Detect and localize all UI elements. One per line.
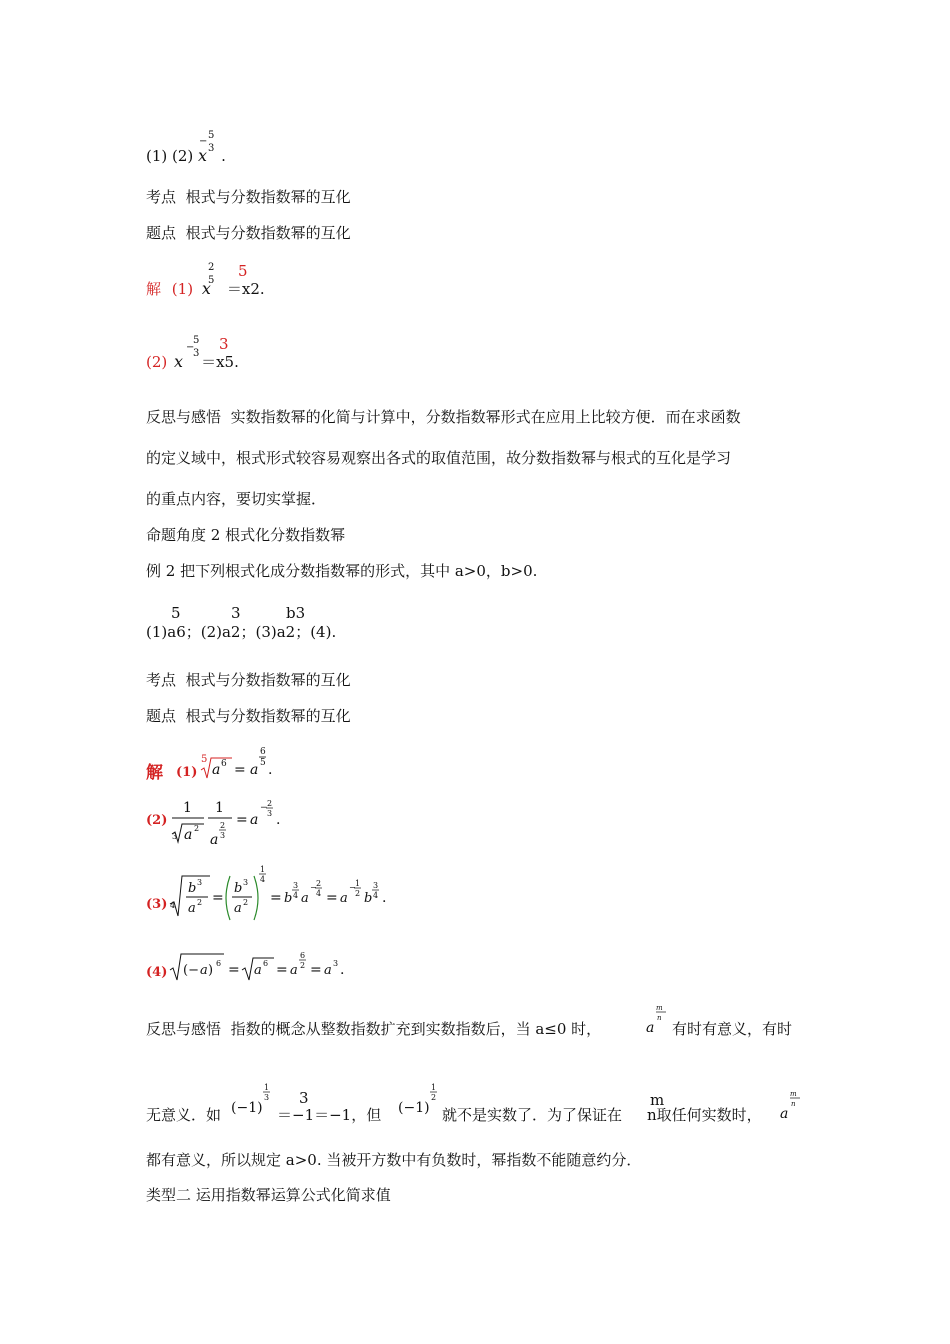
- fraction-m: m: [650, 1091, 665, 1109]
- svg-text:2: 2: [355, 889, 361, 898]
- svg-text:6: 6: [263, 959, 269, 968]
- kaodian-label: 考点: [146, 671, 177, 689]
- svg-text:=: =: [326, 890, 338, 906]
- reflection-text: n取任何实数时，: [647, 1106, 762, 1124]
- reflection-1-line-3: 的重点内容，要切实掌握．: [146, 490, 327, 508]
- svg-text:a: a: [188, 901, 196, 916]
- math-base: x: [198, 146, 208, 165]
- svg-text:2: 2: [316, 879, 322, 888]
- svg-text:a: a: [184, 827, 193, 843]
- svg-text:−: −: [260, 803, 268, 813]
- svg-text:a: a: [780, 1106, 789, 1122]
- svg-text:.: .: [268, 762, 273, 778]
- svg-text:=: =: [234, 762, 246, 778]
- svg-text:(−1): (−1): [231, 1100, 263, 1116]
- kaodian-label: 考点: [146, 188, 177, 206]
- sol-2-prefix: (2): [146, 813, 168, 828]
- reflection-text: ＝−1＝−1，但: [277, 1106, 382, 1124]
- root-index: 5: [171, 604, 181, 622]
- exp-minus: −: [186, 342, 195, 353]
- svg-text:1: 1: [260, 865, 266, 874]
- svg-text:a: a: [290, 963, 298, 978]
- svg-text:5: 5: [260, 758, 266, 768]
- svg-text:a: a: [212, 762, 221, 778]
- svg-text:5: 5: [201, 754, 208, 765]
- svg-text:3: 3: [373, 881, 379, 890]
- svg-text:4: 4: [293, 891, 299, 900]
- svg-text:1: 1: [355, 879, 361, 888]
- svg-text:3: 3: [293, 881, 299, 890]
- reflection-1-line-1: [146, 407, 741, 427]
- jie-label: 解: [146, 280, 162, 298]
- tidian-text: 根式与分数指数幂的互化: [185, 707, 351, 725]
- svg-text:a: a: [250, 762, 259, 778]
- svg-text:4: 4: [260, 875, 266, 884]
- exp-numerator: 5: [208, 130, 215, 141]
- svg-text:1: 1: [431, 1083, 437, 1092]
- math-base: x: [201, 279, 211, 298]
- root-index: 5: [238, 262, 248, 280]
- svg-text:2: 2: [194, 824, 200, 833]
- svg-text:1: 1: [264, 1083, 270, 1092]
- example-2-text: 例 2 把下列根式化成分数指数幂的形式，其中 a>0，b>0.: [146, 562, 538, 580]
- sol-jie-label: 解: [146, 763, 163, 783]
- tidian-line: [146, 223, 351, 243]
- svg-text:): ): [208, 963, 214, 978]
- neg-one-cube-root-formula: [229, 1078, 275, 1120]
- svg-text:a: a: [254, 963, 262, 978]
- svg-text:(−: (−: [183, 963, 199, 978]
- a-m-over-n-formula: [644, 1000, 674, 1036]
- svg-text:.: .: [276, 812, 281, 828]
- svg-text:3: 3: [333, 959, 339, 968]
- svg-text:2: 2: [431, 1093, 437, 1102]
- svg-text:=: =: [228, 962, 240, 978]
- solution-1-prefix: (1): [171, 280, 194, 298]
- svg-text:b: b: [188, 881, 197, 896]
- svg-text:n: n: [791, 1100, 796, 1108]
- svg-text:.: .: [382, 890, 387, 906]
- tidian-label: 题点: [146, 224, 177, 242]
- root-index: 3: [299, 1089, 309, 1107]
- svg-text:6: 6: [221, 759, 227, 769]
- tidian-text: 根式与分数指数幂的互化: [185, 224, 351, 242]
- solution-1-result: ＝x2.: [226, 280, 265, 298]
- root-index: 3: [219, 335, 229, 353]
- reflection-2-line-1: [146, 1019, 601, 1039]
- svg-text:=: =: [212, 890, 224, 906]
- angle-2-heading: 命题角度 2 根式化分数指数幂: [146, 526, 346, 544]
- svg-text:2: 2: [267, 799, 273, 808]
- svg-text:(−1): (−1): [398, 1100, 430, 1116]
- svg-text:=: =: [276, 962, 288, 978]
- reflection-text: 就不是实数了．为了保证在: [442, 1106, 623, 1124]
- reflection-text: 有时有意义，有时: [672, 1020, 793, 1038]
- svg-text:2: 2: [243, 898, 249, 907]
- svg-text:n: n: [657, 1014, 662, 1022]
- svg-text:4: 4: [373, 891, 379, 900]
- svg-text:3: 3: [220, 831, 226, 840]
- svg-text:3: 3: [264, 1093, 270, 1102]
- exp-numerator: 2: [208, 262, 215, 273]
- svg-text:.: .: [340, 962, 345, 978]
- period: .: [221, 147, 226, 165]
- sol-3-prefix: (3): [146, 897, 168, 912]
- sol-4-prefix: (4): [146, 965, 168, 980]
- root-index: 3: [231, 604, 241, 622]
- svg-text:a: a: [234, 901, 242, 916]
- svg-text:=: =: [270, 890, 282, 906]
- tidian-label: 题点: [146, 707, 177, 725]
- svg-text:a: a: [200, 963, 208, 978]
- exp-denominator: 3: [193, 348, 200, 359]
- svg-text:−: −: [310, 883, 317, 892]
- svg-text:6: 6: [260, 747, 266, 757]
- svg-text:a: a: [301, 891, 309, 906]
- svg-text:a: a: [340, 891, 348, 906]
- kaodian-line: [146, 187, 351, 207]
- svg-text:2: 2: [220, 821, 226, 830]
- type-2-heading: 类型二 运用指数幂运算公式化简求值: [146, 1186, 391, 1204]
- solution-2-prefix: (2): [146, 353, 168, 371]
- svg-text:3: 3: [197, 878, 203, 887]
- kaodian-text: 根式与分数指数幂的互化: [185, 188, 351, 206]
- svg-text:3: 3: [267, 809, 273, 818]
- exp-denominator: 3: [208, 143, 215, 154]
- svg-text:m: m: [656, 1004, 663, 1012]
- svg-text:4: 4: [170, 901, 176, 910]
- kaodian-text: 根式与分数指数幂的互化: [185, 671, 351, 689]
- sol-1-prefix: (1): [176, 765, 198, 780]
- svg-text:4: 4: [316, 889, 322, 898]
- line-item-12: [146, 130, 226, 166]
- item-label: (1) (2): [146, 147, 194, 165]
- svg-text:a: a: [250, 812, 259, 828]
- reflection-1-line-2: 的定义域中，根式形式较容易观察出各式的取值范围，故分数指数幂与根式的互化是学习: [146, 449, 732, 467]
- svg-text:2: 2: [300, 961, 306, 970]
- a-m-over-n-formula: [778, 1086, 808, 1122]
- exp-minus: −: [199, 136, 208, 147]
- svg-text:a: a: [646, 1020, 655, 1036]
- kaodian-2-line: [146, 670, 351, 690]
- example-2-items: (1)a6；(2)a2；(3)a2；(4).: [146, 623, 337, 641]
- svg-text:a: a: [324, 963, 332, 978]
- svg-text:−: −: [349, 883, 356, 892]
- neg-one-sqrt-formula: [396, 1078, 442, 1120]
- reflection-2-line-3: 都有意义，所以规定 a>0. 当被开方数中有负数时，幂指数不能随意约分．: [146, 1151, 642, 1169]
- svg-text:6: 6: [300, 951, 306, 960]
- root-index: b3: [286, 604, 306, 622]
- reflection-2-line-2-start: 无意义．如: [146, 1106, 222, 1124]
- svg-text:a: a: [210, 832, 219, 848]
- solution-2-result: ＝x5.: [201, 353, 239, 371]
- svg-text:=: =: [310, 962, 322, 978]
- reflection-label: 反思与感悟: [146, 408, 222, 426]
- reflection-text: 指数的概念从整数指数扩充到实数指数后，当 a≤0 时，: [230, 1020, 602, 1038]
- svg-text:=: =: [236, 812, 248, 828]
- reflection-text: 实数指数幂的化简与计算中，分数指数幂形式在应用上比较方便．而在求函数: [230, 408, 741, 426]
- svg-text:b: b: [284, 891, 293, 906]
- math-base: x: [174, 352, 184, 371]
- svg-text:m: m: [790, 1090, 797, 1098]
- svg-text:1: 1: [215, 800, 224, 816]
- svg-text:b: b: [364, 891, 373, 906]
- solution-formula-image: [146, 740, 426, 990]
- exp-numerator: 5: [193, 335, 200, 346]
- reflection-label: 反思与感悟: [146, 1020, 222, 1038]
- svg-text:b: b: [234, 881, 243, 896]
- tidian-2-line: [146, 706, 351, 726]
- exp-denominator: 5: [208, 275, 215, 286]
- svg-text:2: 2: [197, 898, 203, 907]
- svg-text:3: 3: [243, 878, 249, 887]
- svg-text:3: 3: [172, 832, 178, 841]
- svg-text:1: 1: [183, 800, 192, 816]
- solution-1-line: [146, 262, 265, 299]
- solution-2-line: [146, 335, 239, 372]
- svg-text:6: 6: [216, 959, 222, 968]
